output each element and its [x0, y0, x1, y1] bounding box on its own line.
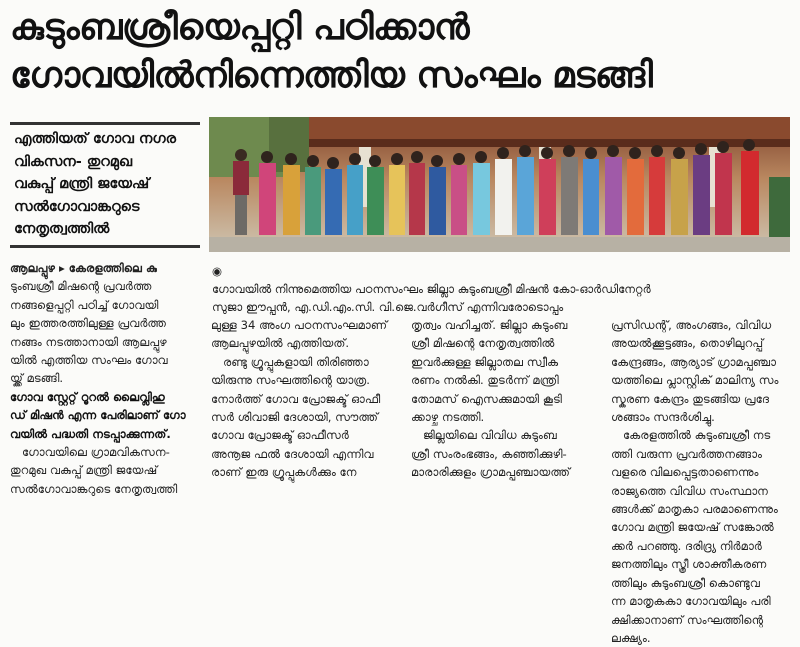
article-column-4 — [611, 316, 795, 647]
column-line: ആലപ്പുഴയിൽ എത്തിയത്. — [211, 336, 350, 351]
photo-caption — [212, 262, 788, 316]
column-line: തുറമുഖ വകുപ്പ് മന്ത്രി ജയേഷ് — [10, 463, 158, 478]
column-line: വളരെ വിലപ്പെട്ടതാണെന്നും — [611, 465, 759, 480]
headline-line-2: ഗോവയിൽനിന്നെത്തിയ സംഘം മടങ്ങി — [10, 55, 653, 96]
subheadline-line: വകുപ്പ് മന്ത്രി ജയേഷ് — [14, 176, 150, 192]
column-line: ജനത്തിലും സ്ത്രീ ശാക്തീകരണ — [611, 557, 767, 572]
subheadline-line: എത്തിയത് ഗോവ നഗര — [14, 131, 176, 147]
column-line: ലും ഇത്തരത്തിലുള്ള പ്രവർത്ത — [10, 316, 167, 331]
column-line: ടുംബശ്രീ മിഷന്റെ പ്രവർത്ത — [10, 279, 152, 294]
column-line: മാരാരിക്കുളം ഗ്രാമപ്പഞ്ചായത്ത് — [411, 465, 571, 480]
caption-text: ഗോവയിൽ നിന്നുമെത്തിയ പഠനസംഘം ജില്ലാ കുടുംബശ്രീ മിഷൻ കോ-ഓർഡിനേറ്റർ — [212, 282, 651, 296]
caption-line: സുജാ ഈപ്പൻ, എ.ഡി.എം.സി. വി.ജെ.വർഗീസ് എന്നിവരോടൊപ്പം — [212, 300, 564, 314]
column-line: ഇവർക്കുള്ള ജില്ലാതല സ്വീക — [411, 354, 559, 369]
subheadline — [14, 128, 202, 241]
column-line: ത്തിലും കുടുംബശ്രീ കൊണ്ടുവ — [611, 575, 760, 590]
caption-line — [212, 262, 788, 298]
column-line: യ്ക്ക് മടങ്ങി. — [10, 371, 64, 386]
column-line: ശങ്ങാം സന്ദർശിച്ചു. — [611, 410, 715, 425]
column-line: ലക്ഷ്യം. — [611, 630, 651, 645]
column-line: ശ്രീ മിഷന്റെ നേതൃത്വത്തിൽ — [411, 336, 555, 351]
headline-line-1: കുടുംബശ്രീയെപ്പറ്റി പഠിക്കാൻ — [10, 7, 470, 48]
column-line: കേന്ദ്രങ്ങം, ആര്യാട് ഗ്രാമപ്പഞ്ചാ — [611, 354, 777, 369]
column-line: ഗോവയിലെ ഗ്രാമവികസന- — [22, 445, 170, 460]
column-line: ആലപ്പുഴ ▸ കേരളത്തിലെ കു — [10, 261, 157, 275]
column-line: ലുള്ള 34 അംഗ പഠനസംഘമാണ് — [211, 318, 388, 332]
column-line: അയൽക്കൂട്ടങ്ങം, തൊഴിലുറപ്പ് — [611, 336, 764, 351]
headline — [10, 4, 790, 100]
column-line: ക്കാഴ്ച നടത്തി. — [411, 410, 485, 425]
column-line: നങ്ങളെപ്പറ്റി പഠിച്ച് ഗോവയി — [10, 297, 159, 312]
subheadline-line: സൽഗോവാങ്കറുടെ — [14, 198, 140, 215]
column-line: അനൂജ ഫൽ ദേശായി എന്നിവ — [211, 446, 374, 461]
column-line: ജില്ലയിലെ വിവിധ കുടുംബ — [423, 428, 557, 443]
group-photo-icon — [209, 117, 790, 252]
column-line: രണം നൽകി. തുടർന്ന് മന്ത്രി — [411, 373, 559, 388]
column-line: വയിൽ പദ്ധതി നടപ്പാക്കുന്നത്. — [10, 426, 171, 441]
column-line: സർ ശിവാജി ദേശായി, സൗത്ത് — [211, 410, 379, 425]
subheadline-line: വികസന- തുറമുഖ — [14, 153, 133, 170]
column-line: രാണ് ഇരു ഗ്രൂപ്പുകൾക്കും നേ — [211, 465, 357, 480]
column-line: ശ്രീ സംരംഭങ്ങം, കഞ്ഞിക്കുഴി- — [411, 446, 567, 461]
column-line: ഗോവ സ്റ്റേറ്റ് റൂറൽ ലൈവ്ലിഹു — [10, 389, 165, 404]
column-line: ന്ന മാതൃകകാ ഗോവയിലും പരി — [611, 594, 771, 609]
column-line: ങ്ങൾക്ക് മാതൃകാ പരമാണെന്നും — [611, 502, 778, 517]
column-line: രാജ്യത്തെ വിവിധ സംസ്ഥാന — [611, 483, 768, 498]
column-line: ത്തി വരുന്ന പ്രവർത്തനങ്ങാം — [611, 446, 762, 461]
column-line: കേരളത്തിൽ കുടുംബശ്രീ നട — [623, 428, 771, 443]
column-line: ക്ഷിക്കാനാണ് സംഘത്തിന്റെ — [611, 612, 764, 627]
column-line: ഡ് മിഷൻ എന്ന പേരിലാണ് ഗോ — [10, 408, 186, 423]
column-line: ക്കർ പറഞ്ഞു. ദരിദ്ര്യ നിർമാർ — [611, 538, 762, 553]
subheadline-line: നേതൃത്വത്തിൽ — [14, 221, 110, 237]
column-line: നോർത്ത് ഗോവ പ്രോജക്ട് ഓഫീ — [211, 391, 381, 406]
column-line: ഗോവ മന്ത്രി ജയേഷ് സങ്കോൽ — [611, 520, 774, 535]
article-column-2 — [211, 316, 401, 482]
group-photo — [209, 117, 790, 252]
column-line: സ്കരണ കേന്ദ്രം തുടങ്ങിയ പ്രദേ — [611, 391, 769, 406]
column-line: നങ്ങം നടത്താനായി ആലപ്പുഴ — [10, 334, 167, 349]
column-line: സൽഗോവാങ്കറുടെ നേതൃത്വത്തി — [10, 481, 178, 496]
column-line: തോമസ് ഐസക്കുമായി കൂടി — [411, 391, 562, 406]
article-column-1 — [10, 259, 202, 498]
column-line: ഗോവ പ്രോജക്ട് ഓഫീസർ — [211, 428, 349, 443]
column-line: യിരുന്നു സംഘത്തിന്റെ യാത്ര. — [211, 373, 370, 388]
column-line: യത്തിലെ പ്ലാസ്റ്റിക് മാലിന്യ സം — [611, 373, 779, 388]
column-line: രണ്ടു ഗ്രൂപ്പുകളായി തിരിഞ്ഞാ — [223, 354, 369, 369]
column-line: തൃത്വം വഹിച്ചത്. ജില്ലാ കുടുംബ — [411, 318, 568, 332]
article-column-3 — [411, 316, 601, 482]
bullet-arrow-icon: ◉ — [212, 264, 223, 278]
column-line: പ്രസിഡന്റ്, അംഗങ്ങം, വിവിധ — [611, 318, 772, 332]
column-line: യിൽ എത്തിയ സംഘം ഗോവ — [10, 353, 168, 368]
